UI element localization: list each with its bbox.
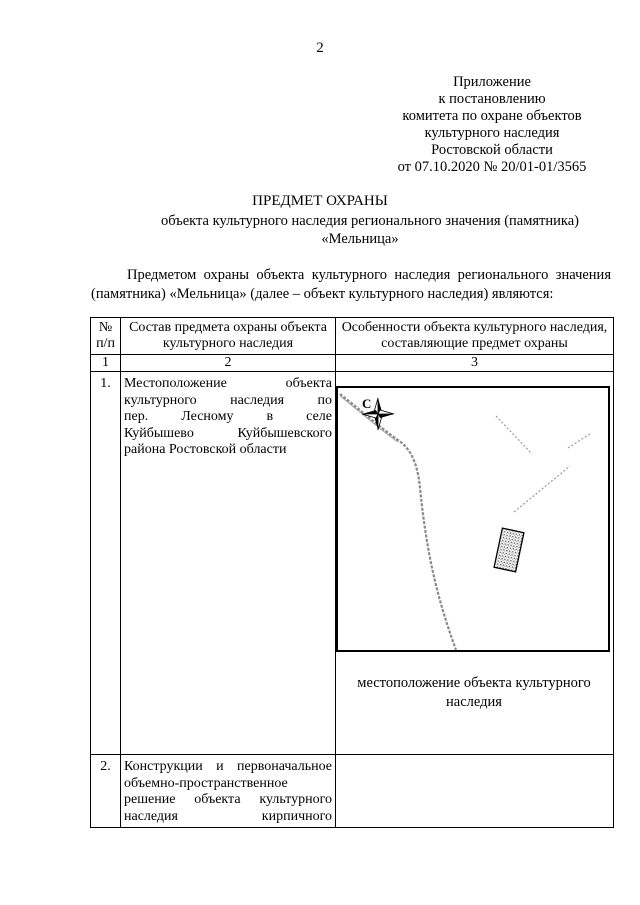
- row-composition: [121, 372, 336, 755]
- table-row: [91, 755, 614, 828]
- composition-line: Конструкции и первоначальное: [124, 759, 332, 774]
- column-number: 3: [336, 355, 614, 372]
- document-title: ПРЕДМЕТ ОХРАНЫ: [252, 193, 388, 209]
- map-svg: [338, 388, 608, 650]
- composition-line: района Ростовской области: [124, 442, 287, 457]
- header-num: № п/п: [91, 318, 121, 355]
- map-path: [514, 466, 570, 512]
- composition-line: объемно-пространственное: [124, 775, 288, 791]
- composition-line: Куйбышево Куйбышевского: [124, 425, 332, 441]
- appendix-line: культурного наследия: [424, 125, 560, 141]
- composition-line: пер. Лесному в селе: [124, 409, 332, 424]
- composition-line: культурного наследия по: [124, 392, 332, 408]
- appendix-line: Приложение: [453, 74, 531, 90]
- table-header-row: [91, 318, 614, 355]
- map-road: [340, 394, 456, 650]
- row-number: 1.: [91, 372, 121, 755]
- column-number-row: [91, 355, 614, 372]
- map-path: [496, 416, 532, 454]
- document-subtitle: [90, 212, 640, 248]
- appendix-block: [380, 74, 604, 176]
- compass-label: С: [362, 396, 372, 411]
- header-features: Особенности объекта культурного наследия, составляющие предмет охраны: [336, 318, 614, 355]
- intro-text: Предметом охраны объекта культурного наследия регионального значения (памятника) «Мельница» (далее – объект культурного наследия) являются:: [91, 267, 611, 302]
- intro-paragraph: [91, 266, 611, 304]
- map-path: [568, 434, 590, 448]
- row-features: [336, 755, 614, 828]
- column-number: 2: [121, 355, 336, 372]
- appendix-line: комитета по охране объектов: [402, 108, 582, 124]
- composition-line: Местоположение объекта: [124, 376, 332, 391]
- row-number: 2.: [91, 755, 121, 828]
- subtitle-line: объекта культурного наследия регионального значения (памятника): [160, 213, 580, 229]
- appendix-line: Ростовской области: [431, 142, 553, 158]
- composition-line: решение объекта культурного: [124, 792, 332, 807]
- subtitle-line: «Мельница»: [321, 231, 399, 247]
- location-map: [336, 386, 610, 652]
- map-caption: местоположение объекта культурного наследия: [357, 675, 591, 710]
- composition-line: наследия кирпичного: [124, 808, 332, 824]
- page-number: 2: [316, 40, 324, 56]
- appendix-line: от 07.10.2020 № 20/01-01/3565: [397, 159, 587, 175]
- row-composition: [121, 755, 336, 828]
- appendix-line: к постановлению: [438, 91, 546, 107]
- column-number: 1: [91, 355, 121, 372]
- building-shape: [494, 528, 524, 572]
- header-composition: Состав предмета охраны объекта культурного наследия: [121, 318, 336, 355]
